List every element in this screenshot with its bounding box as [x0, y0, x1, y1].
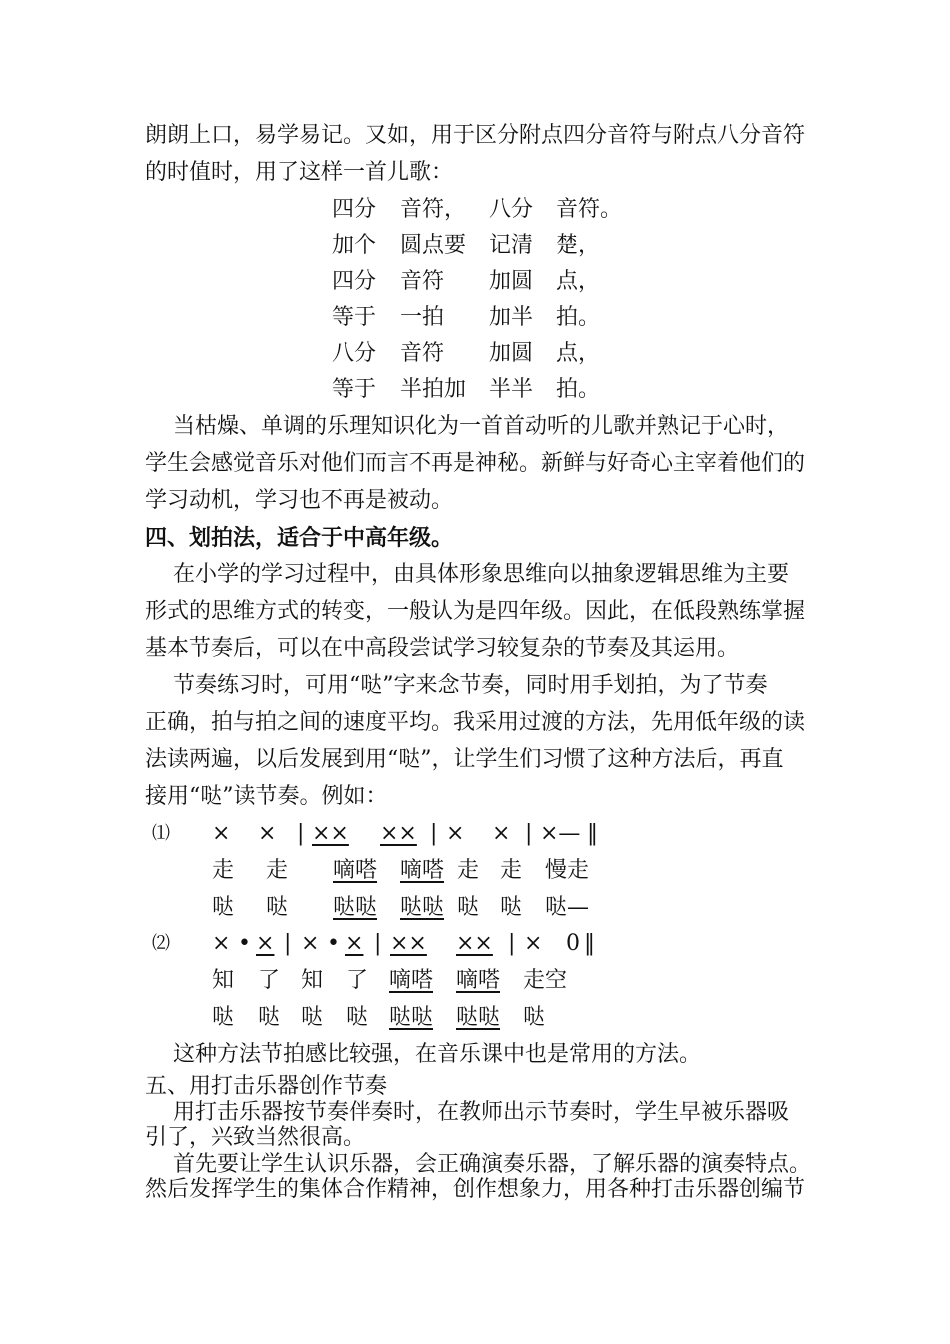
text-line: 当枯燥、单调的乐理知识化为一首首动听的儿歌并熟记于心时，: [145, 414, 789, 439]
bar-line: |: [374, 931, 382, 956]
text-line: 朗朗上口，易学易记。又如，用于区分附点四分音符与附点八分音符: [145, 123, 806, 148]
da-syllable: 哒: [212, 1005, 235, 1030]
da-syllable: 哒: [523, 1005, 546, 1030]
song-cell: 加半: [489, 305, 534, 330]
song-cell: 点，: [556, 269, 601, 294]
song-cell: 音符: [400, 269, 445, 294]
song-cell: 四分: [332, 197, 377, 222]
lyric-word: 慢走: [545, 858, 590, 883]
rhythm-note: ×: [492, 821, 511, 846]
end-bar-line: ‖: [584, 931, 595, 956]
example-label: ⑴: [152, 823, 170, 844]
text-line: 节奏练习时，可用“哒”字来念节奏，同时用手划拍，为了节奏: [145, 673, 768, 698]
lyric-word: 嘀嗒: [333, 858, 378, 883]
dot: •: [327, 931, 340, 956]
rhythm-note: ××: [380, 821, 417, 846]
rhythm-note: ××: [312, 821, 349, 846]
da-syllable: 哒哒: [333, 895, 378, 920]
da-syllable: 哒哒: [456, 1005, 501, 1030]
text-line: 正确，拍与拍之间的速度平均。我采用过渡的方法，先用低年级的读: [145, 710, 806, 735]
text-line: 引了，兴致当然很高。: [145, 1125, 366, 1150]
rhythm-note: ××: [456, 931, 493, 956]
text-line: 用打击乐器按节奏伴奏时，在教师出示节奏时，学生早被乐器吸: [145, 1100, 789, 1125]
lyric-word: 走: [457, 858, 480, 883]
rhythm-note: ×: [524, 931, 543, 956]
song-cell: 音符: [400, 341, 445, 366]
da-syllable: 哒: [258, 1005, 281, 1030]
da-syllable: 哒哒: [400, 895, 445, 920]
da-syllable: 哒: [301, 1005, 324, 1030]
lyric-word: 知: [212, 968, 235, 993]
song-cell: 记清: [489, 233, 534, 258]
song-cell: 楚，: [556, 233, 601, 258]
text-line: 在小学的学习过程中，由具体形象思维向以抽象逻辑思维为主要: [145, 562, 789, 587]
song-cell: 八分: [332, 341, 377, 366]
lyric-word: 知: [301, 968, 324, 993]
text-line: 法读两遍，以后发展到用“哒”，让学生们习惯了这种方法后，再直: [145, 747, 784, 772]
song-cell: 加个: [332, 233, 377, 258]
bar-line: |: [284, 931, 292, 956]
example-label: ⑵: [152, 933, 170, 954]
song-cell: 一拍: [400, 305, 445, 330]
song-cell: 拍。: [556, 305, 601, 330]
song-cell: 音符。: [556, 197, 623, 222]
lyric-word: 嘀嗒: [400, 858, 445, 883]
lyric-word: 走: [266, 858, 289, 883]
bar-line: |: [508, 931, 516, 956]
rhythm-note: ×: [212, 931, 231, 956]
da-syllable: 哒: [212, 895, 235, 920]
da-syllable: 哒: [457, 895, 480, 920]
lyric-word: 嘀嗒: [389, 968, 434, 993]
rhythm-note: ×—: [540, 821, 581, 846]
rhythm-note: ×: [301, 931, 320, 956]
rhythm-note: ×: [345, 931, 364, 956]
song-cell: 加圆: [489, 341, 534, 366]
song-cell: 拍。: [556, 377, 601, 402]
da-syllable: 哒—: [545, 895, 590, 920]
text-line: 学习动机，学习也不再是被动。: [145, 488, 454, 513]
bar-line: |: [430, 821, 438, 846]
rhythm-note: ××: [390, 931, 427, 956]
lyric-word: 嘀嗒: [456, 968, 501, 993]
text-line: 的时值时，用了这样一首儿歌：: [145, 160, 454, 185]
song-cell: 点，: [556, 341, 601, 366]
song-cell: 加圆: [489, 269, 534, 294]
section-heading: 四、划拍法，适合于中高年级。: [145, 525, 454, 551]
da-syllable: 哒: [346, 1005, 369, 1030]
bar-line: |: [297, 821, 305, 846]
rest: 0: [566, 931, 580, 956]
text-line: 形式的思维方式的转变，一般认为是四年级。因此，在低段熟练掌握: [145, 599, 806, 624]
song-cell: 等于: [332, 305, 377, 330]
song-cell: 圆点要: [400, 233, 467, 258]
text-line: 这种方法节拍感比较强，在音乐课中也是常用的方法。: [145, 1042, 701, 1067]
song-cell: 半半: [489, 377, 534, 402]
rhythm-note: ×: [212, 821, 231, 846]
da-syllable: 哒: [266, 895, 289, 920]
section-heading: 五、用打击乐器创作节奏: [145, 1074, 388, 1099]
lyric-word: 了: [258, 968, 281, 993]
bar-line: |: [525, 821, 533, 846]
text-line: 首先要让学生认识乐器，会正确演奏乐器，了解乐器的演奏特点。: [145, 1152, 811, 1177]
da-syllable: 哒哒: [389, 1005, 434, 1030]
dot: •: [238, 931, 251, 956]
lyric-word: 走: [500, 858, 523, 883]
song-cell: 半拍加: [400, 377, 467, 402]
end-bar-line: ‖: [587, 821, 598, 846]
text-line: 基本节奏后，可以在中高段尝试学习较复杂的节奏及其运用。: [145, 636, 740, 661]
lyric-word: 走: [212, 858, 235, 883]
song-cell: 音符，: [400, 197, 467, 222]
song-cell: 等于: [332, 377, 377, 402]
song-cell: 四分: [332, 269, 377, 294]
song-cell: 八分: [489, 197, 534, 222]
text-line: 学生会感觉音乐对他们而言不再是神秘。新鲜与好奇心主宰着他们的: [145, 451, 806, 476]
lyric-word: 走空: [523, 968, 568, 993]
rhythm-note: ×: [446, 821, 465, 846]
text-line: 接用“哒”读节奏。例如：: [145, 784, 388, 809]
lyric-word: 了: [346, 968, 369, 993]
rhythm-note: ×: [256, 931, 275, 956]
text-line: 然后发挥学生的集体合作精神，创作想象力，用各种打击乐器创编节: [145, 1177, 806, 1202]
da-syllable: 哒: [500, 895, 523, 920]
rhythm-note: ×: [258, 821, 277, 846]
